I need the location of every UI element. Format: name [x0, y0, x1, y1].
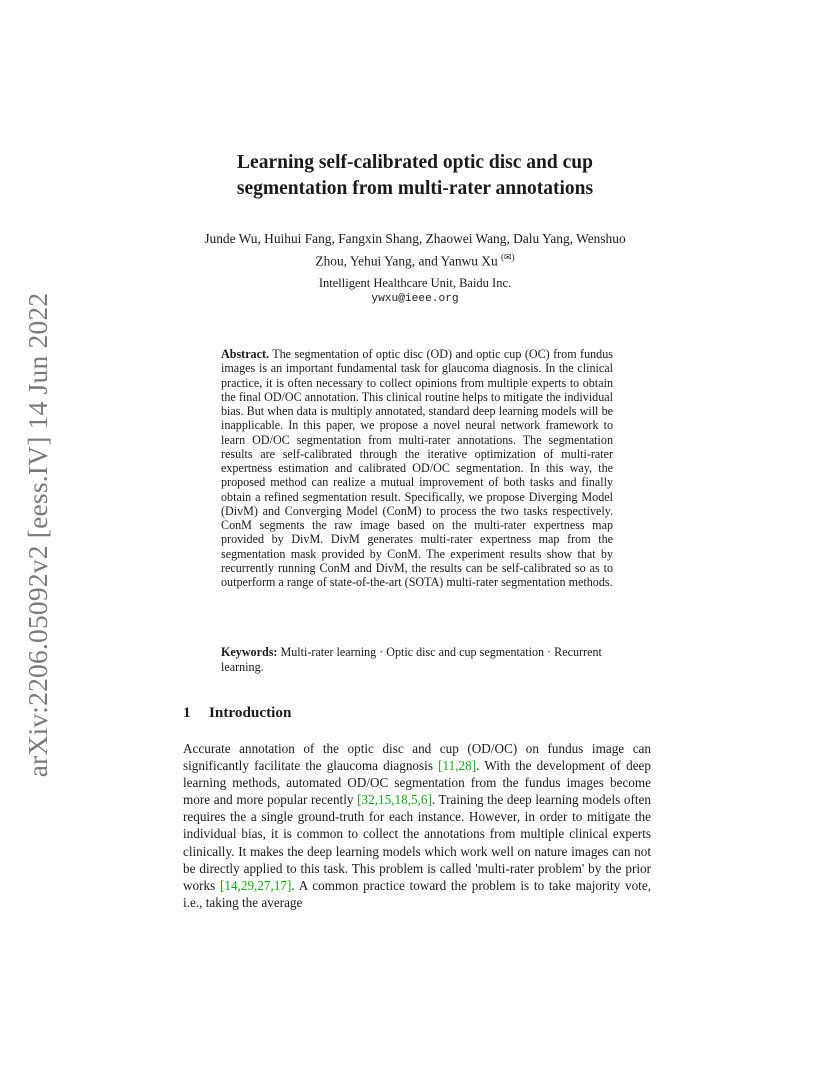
keywords-text: Multi-rater learning · Optic disc and cup segmentation · Recurrent learning. — [221, 645, 602, 674]
paper-title — [150, 150, 680, 202]
authors-line-2: Zhou, Yehui Yang, and Yanwu Xu — [315, 253, 498, 269]
authors-line-1: Junde Wu, Huihui Fang, Fangxin Shang, Zhaowei Wang, Dalu Yang, Wenshuo — [204, 231, 626, 246]
title-line-2: segmentation from multi-rater annotations — [236, 178, 594, 199]
abstract — [221, 347, 613, 589]
introduction-paragraph — [183, 740, 651, 911]
section-heading-introduction — [183, 703, 643, 723]
author-email[interactable]: ywxu@ieee.org — [371, 293, 459, 305]
abstract-text: The segmentation of optic disc (OD) and optic cup (OC) from fundus images is an important fundamental task for glaucoma diagnosis. In the clinical practice, it is often necessary to collect opinions from multiple experts to obtain the final OD/OC annotation. This clinical routine helps to mitigate the individual bias. But when data is multiply annotated, standard deep learning models will be inapplicable. In this paper, we propose a novel neural network framework to learn OD/OC segmentation from multi-rater annotations. The segmentation results are self-calibrated through the iterative optimization of multi-rater expertness estimation and calibrated OD/OC segmentation. In this way, the proposed method can realize a mutual improvement of both tasks and finally obtain a refined segmentation result. Specifically, we propose Diverging Model (DivM) and Converging Model (ConM) to process the two tasks respectively. ConM segments the raw image based on the multi-rater expertness map provided by DivM. DivM generates multi-rater expertness map from the segmentation mask provided by ConM. The experiment results show that by recurrently running ConM and DivM, the results can be self-calibrated so as to outperform a range of state-of-the-art (SOTA) multi-rater segmentation methods. — [221, 347, 613, 589]
title-line-1: Learning self-calibrated optic disc and cup — [237, 152, 593, 173]
intro-text-1: Accurate annotation of the optic disc and cup (OD/OC) on fundus image can significantly facilitate the glaucoma diagnosis — [183, 741, 651, 774]
keywords — [221, 645, 613, 674]
intro-text-3: . Training the deep learning models often requires the a single ground-truth for each instance. However, in order to mitigate the individual bias, it is common to collect the annotations from multiple clinical experts clinically. It makes the deep learning models which work well on nature images can not be directly applied to this task. This problem is called 'multi-rater problem' by the prior works — [183, 792, 651, 893]
keywords-label: Keywords: — [221, 645, 278, 659]
arxiv-stamp — [8, 290, 68, 780]
envelope-icon: (✉) — [501, 252, 515, 262]
citation-link[interactable]: [14,29,27,17] — [219, 877, 292, 893]
citation-link[interactable]: [32,15,18,5,6] — [357, 792, 432, 808]
section-number: 1 — [183, 704, 191, 721]
author-list — [170, 230, 660, 270]
citation-link[interactable]: [11,28] — [438, 758, 477, 774]
arxiv-identifier: arXiv:2206.05092v2 [eess.IV] 14 Jun 2022 — [22, 292, 53, 778]
section-title: Introduction — [209, 704, 292, 721]
intro-text-2: . With the development of deep learning methods, automated OD/OC segmentation from the fundus images become more and more popular recently — [183, 758, 651, 808]
abstract-label: Abstract. — [221, 347, 270, 361]
affiliation: Intelligent Healthcare Unit, Baidu Inc. — [318, 276, 512, 290]
intro-text-4: . A common practice toward the problem is to take majority vote, i.e., taking the average — [183, 877, 651, 910]
